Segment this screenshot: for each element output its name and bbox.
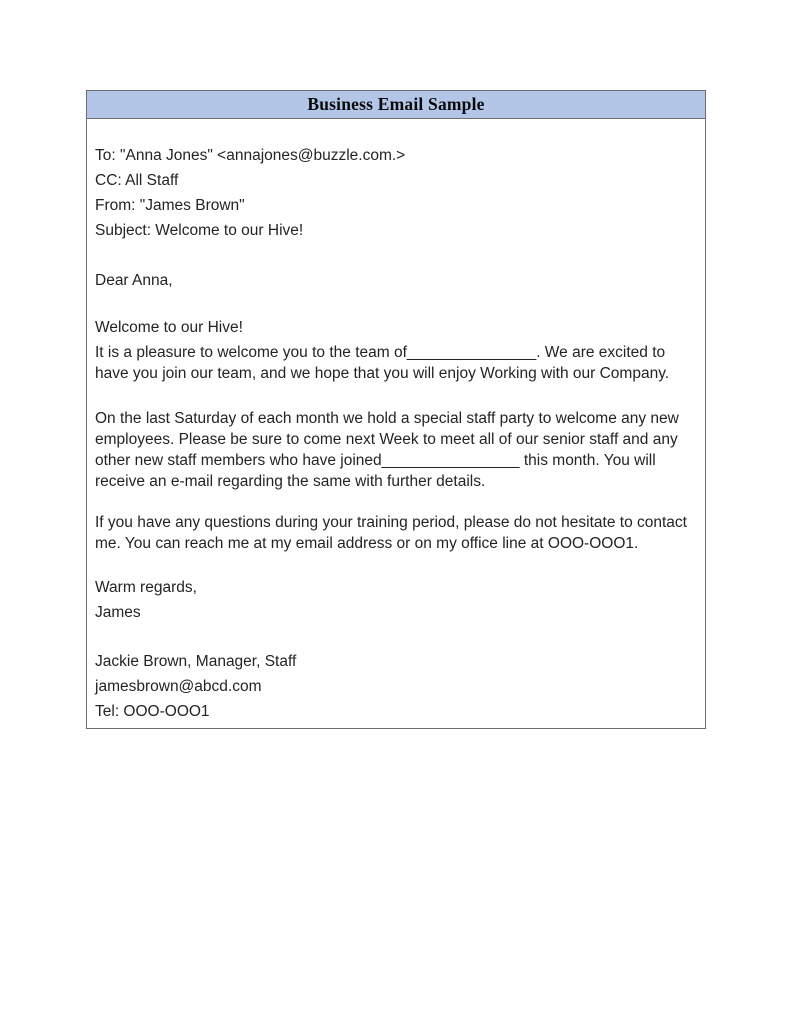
salutation: Dear Anna, [95, 272, 173, 289]
closing-name: James [95, 604, 141, 621]
paragraph-2: On the last Saturday of each month we hold a special staff party to welcome any new employees. Please be sure to come next Week to meet all of our senior staff and any other new staff members who have joined________________ this month. You will receive an e-mail regarding the same with further details. [95, 410, 679, 490]
document-title: Business Email Sample [307, 94, 485, 114]
paragraph-1: It is a pleasure to welcome you to the team of_______________. We are excited to have you join our team, and we hope that you will enjoy Working with our Company. [95, 344, 670, 382]
document-title-bar [87, 91, 705, 119]
signature-email: jamesbrown@abcd.com [95, 678, 262, 695]
subject-line: Subject: Welcome to our Hive! [95, 222, 304, 239]
to-line: To: "Anna Jones" <annajones@buzzle.com.> [95, 147, 406, 164]
signature-phone: Tel: OOO-OOO1 [95, 703, 210, 720]
intro-line: Welcome to our Hive! [95, 319, 243, 336]
spacer [95, 295, 697, 317]
cc-line: CC: All Staff [95, 172, 179, 189]
spacer [95, 627, 697, 651]
spacer [95, 558, 697, 577]
spacer [95, 496, 697, 512]
spacer [95, 245, 697, 270]
from-line: From: "James Brown" [95, 197, 245, 214]
closing-regards: Warm regards, [95, 579, 197, 596]
email-sample-document [86, 90, 706, 729]
paragraph-3: If you have any questions during your training period, please do not hesitate to contact me. You can reach me at my email address or on my office line at OOO-OOO1. [95, 514, 687, 552]
email-body [87, 119, 705, 728]
spacer [95, 388, 697, 408]
signature-name-title: Jackie Brown, Manager, Staff [95, 653, 297, 670]
